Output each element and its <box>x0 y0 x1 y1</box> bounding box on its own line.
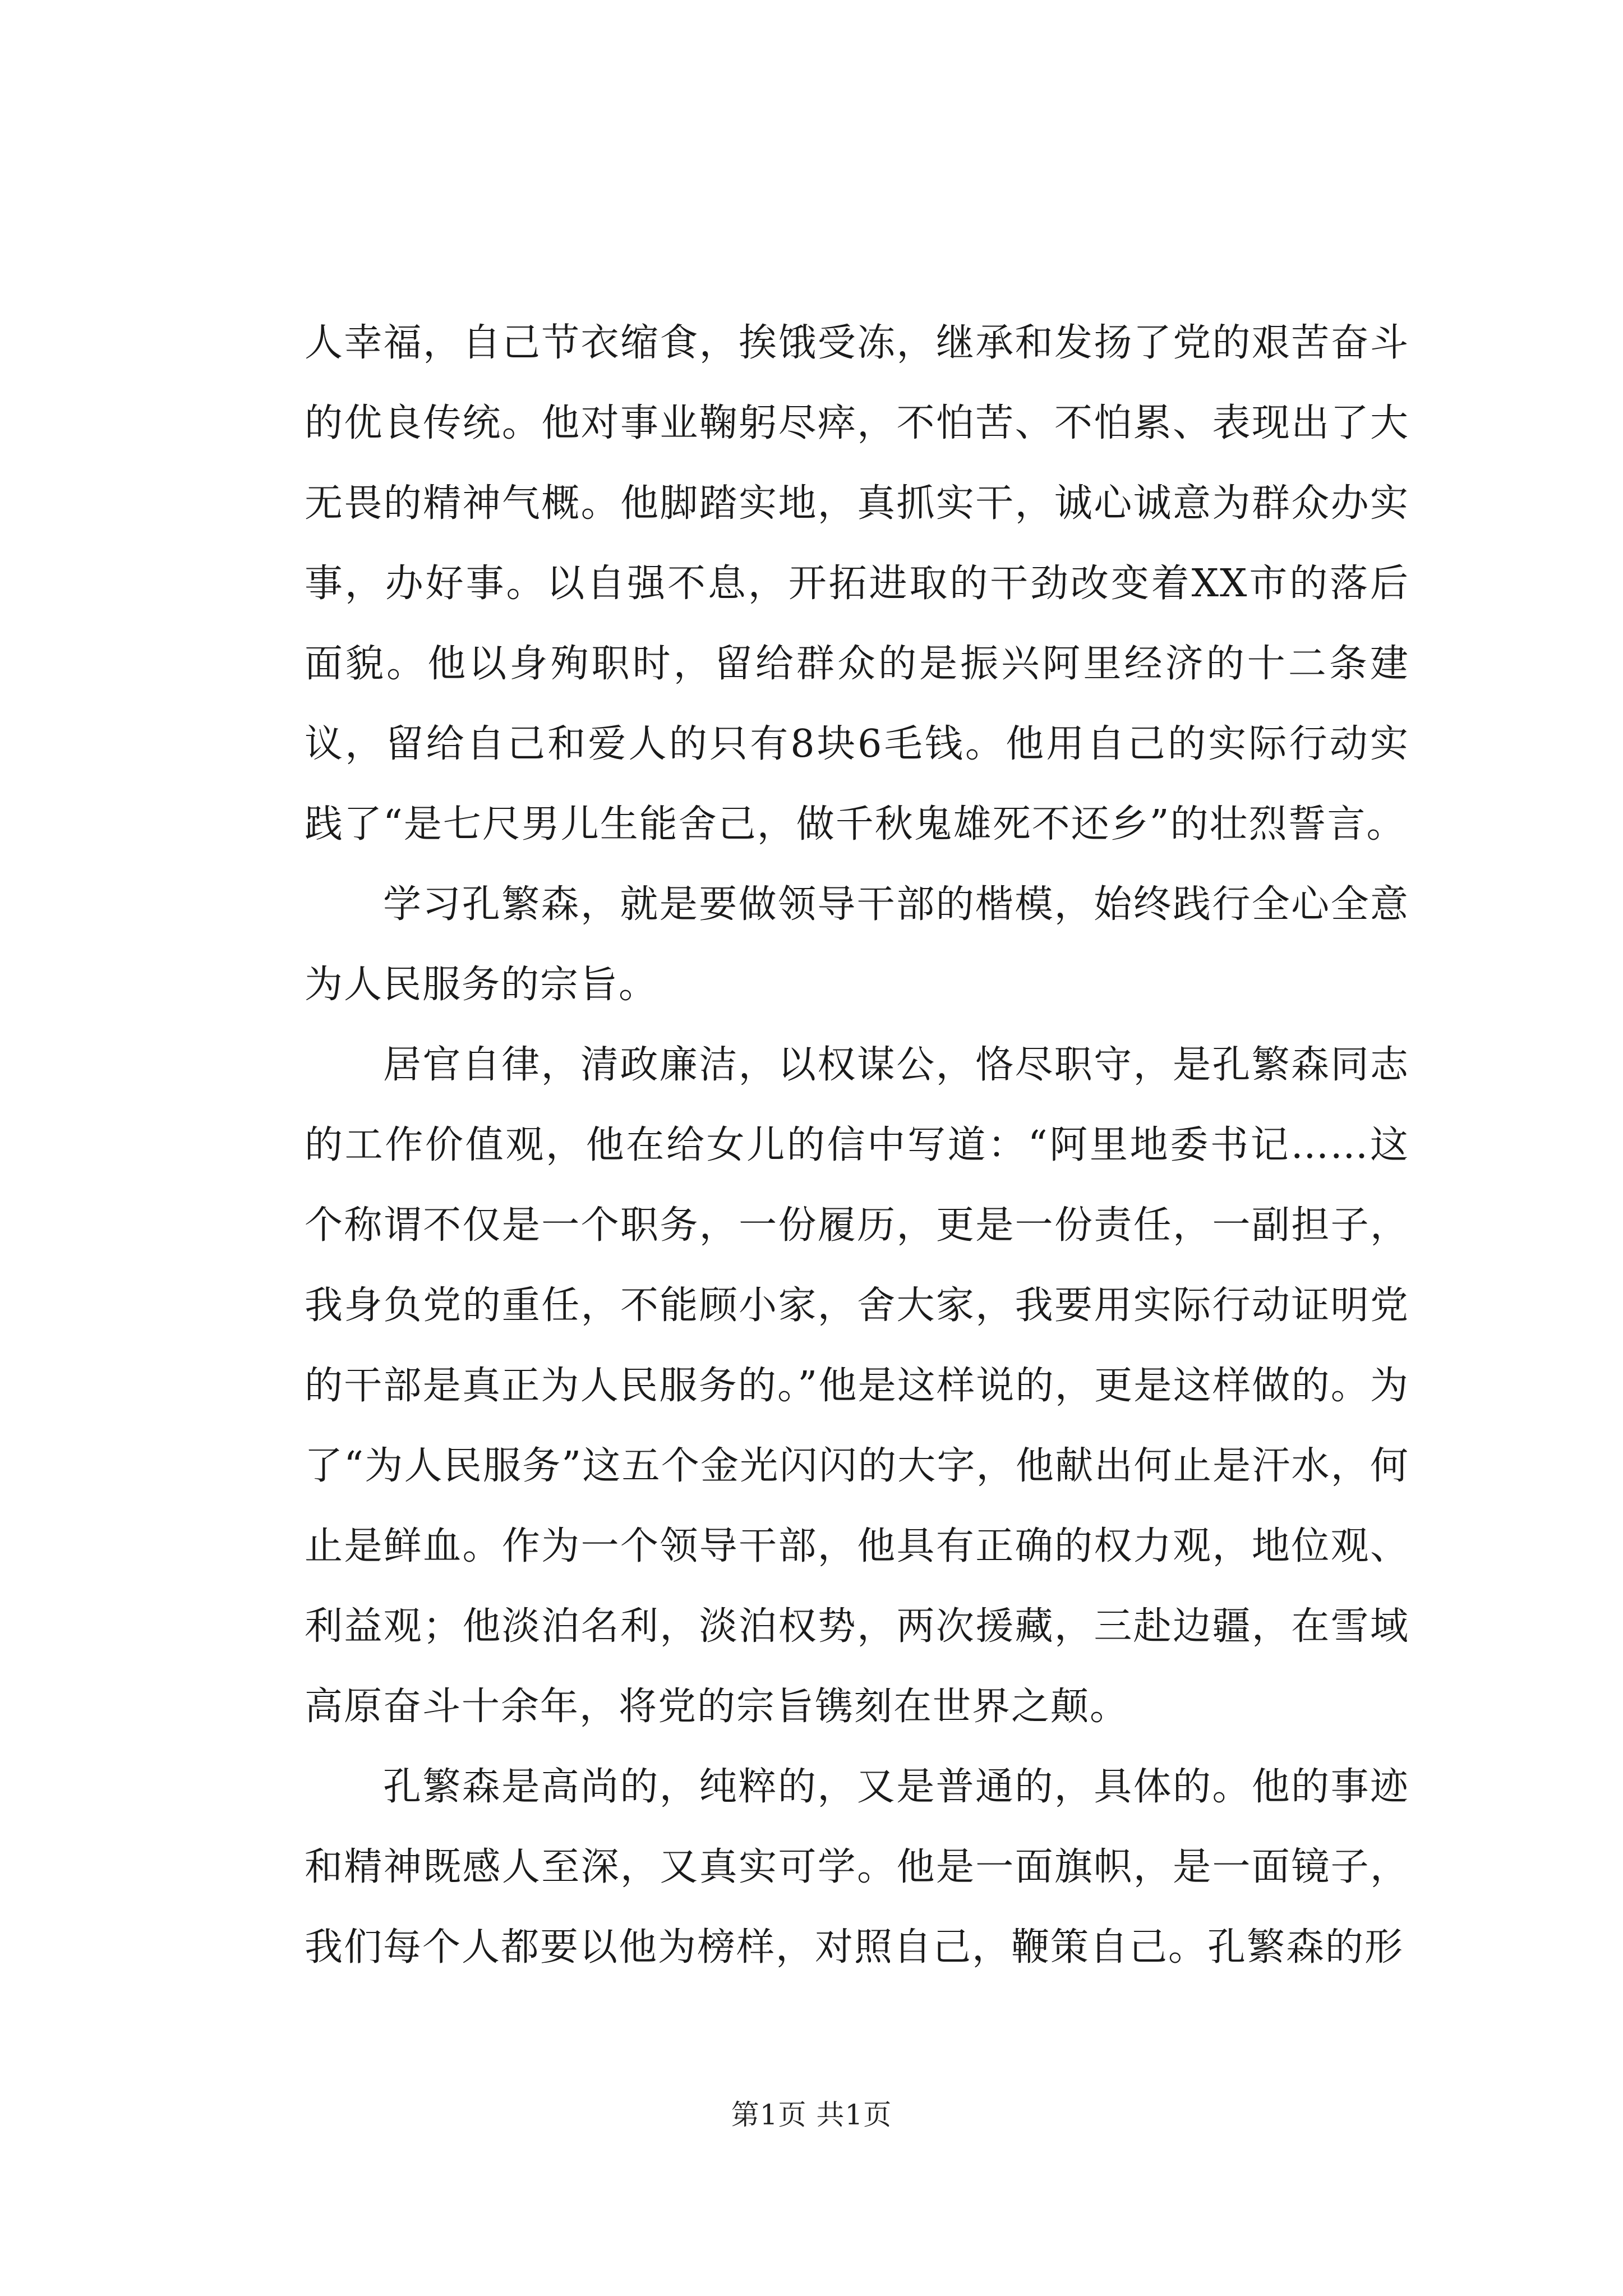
paragraph-1: 人幸福，自己节衣缩食，挨饿受冻，继承和发扬了党的艰苦奋斗的优良传统。他对事业鞠躬尽瘁，不怕苦、不怕累、表现出了大无畏的精神气概。他脚踏实地，真抓实干，诚心诚意为群众办实事，办好事。以自强不息，开拓进取的干劲改变着XX市的落后面貌。他以身殉职时，留给群众的是振兴阿里经济的十二条建议，留给自己和爱人的只有8块6毛钱。他用自己的实际行动实践了“是七尺男儿生能舍己，做千秋鬼雄死不还乡”的壮烈誓言。 <box>305 321 1409 846</box>
document-body <box>305 303 1409 1987</box>
page-footer: 第1页 共1页 <box>731 2099 892 2131</box>
paragraph-4: 孔繁森是高尚的，纯粹的，又是普通的，具体的。他的事迹和精神既感人至深，又真实可学。他是一面旗帜，是一面镜子，我们每个人都要以他为榜样，对照自己，鞭策自己。孔繁森的形 <box>305 1765 1409 1970</box>
paragraph-3: 居官自律，清政廉洁，以权谋公，恪尽职守，是孔繁森同志的工作价值观，他在给女儿的信中写道：“阿里地委书记……这个称谓不仅是一个职务，一份履历，更是一份责任，一副担子，我身负党的重任，不能顾小家，舍大家，我要用实际行动证明党的干部是真正为人民服务的。”他是这样说的，更是这样做的。为了“为人民服务”这五个金光闪闪的大字，他献出何止是汗水，何止是鲜血。作为一个领导干部，他具有正确的权力观，地位观、利益观；他淡泊名利，淡泊权势，两次援藏，三赴边疆，在雪域高原奋斗十余年，将党的宗旨镌刻在世界之颠。 <box>305 1043 1409 1729</box>
paragraph-2: 学习孔繁森，就是要做领导干部的楷模，始终践行全心全意为人民服务的宗旨。 <box>305 882 1409 1007</box>
